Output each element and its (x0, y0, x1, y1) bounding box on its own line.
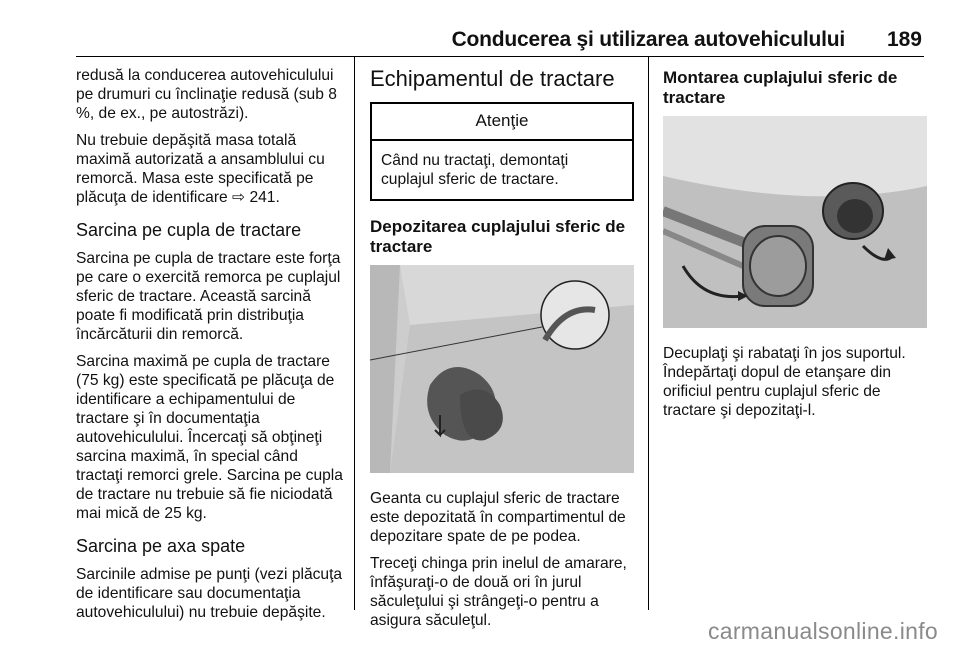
heading-rear-axle-load: Sarcina pe axa spate (76, 536, 246, 556)
warning-text: Când nu tractaţi, demontaţi cuplajul sferic de tractare. (381, 152, 569, 188)
paragraph: Geanta cu cuplajul sferic de tractare este depozitată în compartimentul de depozitare spate de pe podea. (370, 490, 626, 545)
paragraph: Sarcina maximă pe cupla de tractare (75 kg) este specificată pe plăcuţa de identificare a echipamentului de tractare şi în documentaţia autovehiculului. Încercaţi să obţineţi sarcina maximă, în special când tractaţi remorci grele. Sarcina pe cupla de tractare nu trebuie să fie niciodată mai mică de 25 kg. (76, 353, 343, 522)
column-right (663, 66, 927, 428)
paragraph (76, 131, 348, 207)
header-rule (76, 56, 924, 57)
heading-coupling-load: Sarcina pe cupla de tractare (76, 220, 302, 240)
paragraph: Decuplaţi şi rabataţi în jos suportul. Îndepărtaţi dopul de etanşare din orificiul pentru cuplajul sferic de tractare şi depozitaţi-l. (663, 345, 906, 419)
page-reference[interactable]: 241. (245, 189, 280, 206)
paragraph: Sarcinile admise pe punţi (vezi plăcuţa de identificare sau documentaţia autovehiculului) nu trebuie depăşite. (76, 566, 343, 621)
heading-storage: Depozitarea cuplajului sferic de tractare (370, 217, 626, 256)
warning-content (372, 141, 632, 199)
heading-mounting: Montarea cuplajului sferic de tractare (663, 68, 898, 107)
column-left (76, 66, 348, 630)
section-title: Echipamentul de tractare (370, 66, 615, 91)
page-reference-arrow-icon: ⇨ (232, 189, 246, 206)
page-title: Conducerea şi utilizarea autovehiculului (451, 28, 845, 51)
paragraph: Sarcina pe cupla de tractare este forţa pe care o exercită remorca pe cuplajul sferic de tractare. Această sarcină poate fi modificată prin distribuţia încărcăturii din remorcă. (76, 250, 341, 343)
page-number: 189 (886, 28, 922, 51)
watermark: carmanualsonline.info (707, 618, 938, 644)
towbar-mounting-illustration (663, 116, 927, 328)
column-middle (370, 66, 634, 638)
paragraph: Treceţi chinga prin inelul de amarare, înfăşuraţi-o de două ori în jurul săculeţului şi strângeţi-o pentru a asigura săculeţul. (370, 555, 627, 629)
warning-box (370, 102, 634, 201)
towbar-storage-illustration (370, 265, 634, 473)
page-header (0, 28, 960, 52)
column-divider (354, 57, 355, 610)
warning-title: Atenţie (372, 104, 632, 141)
paragraph-text: Nu trebuie depăşită masa totală maximă autorizată a ansamblului cu remorcă. Masa este specificată pe plăcuţa de identificare (76, 132, 325, 206)
paragraph: redusă la conducerea autovehiculului pe drumuri cu înclinaţie redusă (sub 8 %, de ex., pe autostrăzi). (76, 67, 337, 122)
column-divider (648, 57, 649, 610)
